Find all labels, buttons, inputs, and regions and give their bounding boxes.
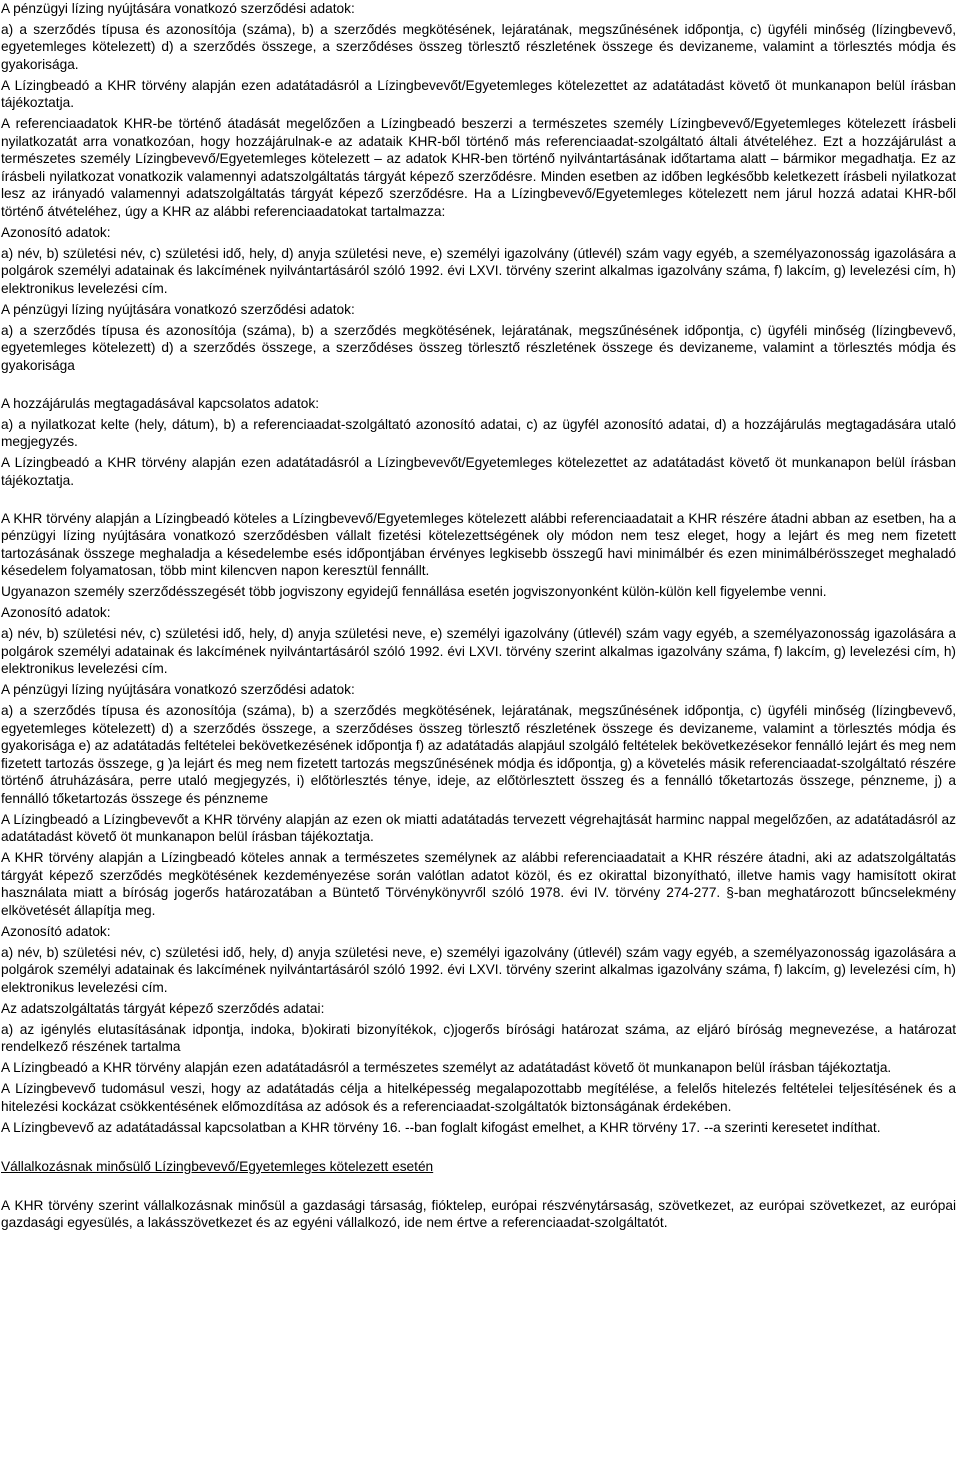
paragraph-notification: A Lízingbeadó a KHR törvény alapján ezen adatátadásról a Lízingbevevőt/Egyetemleges kötelezettet az adatátadást követő öt munkanapon belül írásban tájékoztatja. bbox=[1, 455, 956, 488]
section-heading-refusal-data: A hozzájárulás megtagadásával kapcsolatos adatok: bbox=[1, 395, 320, 411]
section-heading-subject-contract-data: Az adatszolgáltatás tárgyát képező szerződés adatai: bbox=[1, 1000, 325, 1016]
paragraph-subject-contract-data-list: a) az igénylés elutasításának idpontja, indoka, b)okirati bizonyítékok, c)jogerős bírósági határozat száma, az eljáró bíróság megnevezése, a határozat rendelkező részének tartalma bbox=[1, 1021, 956, 1054]
spacer bbox=[1, 1140, 956, 1158]
spacer bbox=[1, 493, 956, 510]
paragraph-business-definition: A KHR törvény szerint vállalkozásnak minősül a gazdasági társaság, fióktelep, európai részvénytársaság, szövetkezet, az európai szövetkezet, az európai gazdasági egyesülés, a lakásszövetkezet és az egyéni vállalkozó, ide nem értve a referenciaadat-szolgáltatót. bbox=[1, 1197, 956, 1230]
paragraph-notification: A Lízingbeadó a KHR törvény alapján ezen adatátadásról a Lízingbevevőt/Egyetemleges kötelezettet az adatátadást követő öt munkanapon belül írásban tájékoztatja. bbox=[1, 77, 956, 110]
paragraph-identification-list: a) név, b) születési név, c) születési idő, hely, d) anyja születési neve, e) személyi igazolvány (útlevél) szám vagy egyéb, a személyazonosság igazolására a polgárok személyi adatainak és lakcímének nyilvántartásáról szóló 1992. évi LXVI. törvény szerint alkalmas igazolvány száma, f) lakcím, g) levelezési cím, h) elektronikus levelezési cím. bbox=[1, 944, 956, 995]
paragraph-identification-list: a) név, b) születési név, c) születési idő, hely, d) anyja születési neve, e) személyi igazolvány (útlevél) szám vagy egyéb, a személyazonosság igazolására a polgárok személyi adatainak és lakcímének nyilvántartásáról szóló 1992. évi LXVI. törvény szerint alkalmas igazolvány száma, f) lakcím, g) levelezési cím, h) elektronikus levelezési cím. bbox=[1, 245, 956, 296]
paragraph-extended-contract-data-list: a) a szerződés típusa és azonosítója (száma), b) a szerződés megkötésének, lejáratának, megszűnésének időpontja, c) ügyféli minőség (lízingbevevő, egyetemleges kötelezett) d) a szerződés összege, a szerződéses összeg törlesztő részletének összege és devizaneme, valamint a törlesztés módja és gyakorisága e) az adatátadás feltételei bekövetkezésének időpontja f) az adatátadás alapjául szolgáló feltételek bekövetkezésekor fennálló lejárt és meg nem fizetett tartozás összege, g )a lejárt és meg nem fizetett tartozás megszűnésének módja és időpontja, g) a követelés másik referenciaadat-szolgáltató részére történő átruházására, perre utaló megjegyzés, i) előtörlesztés ténye, ideje, az előtörlesztett összeg és a fennálló tőketartozás összege, pénzneme, j) a fennálló tőketartozás összege és pénzneme bbox=[1, 703, 956, 806]
paragraph-contract-data-list: a) a szerződés típusa és azonosítója (száma), b) a szerződés megkötésének, lejáratának, megszűnésének időpontja, c) ügyféli minőség (lízingbevevő, egyetemleges kötelezett) d) a szerződés összege, a szerződéses összeg törlesztő részletének összege és devizaneme, valamint a törlesztés módja és gyakorisága bbox=[1, 322, 956, 373]
spacer bbox=[1, 378, 956, 395]
paragraph-default-transfer: A KHR törvény alapján a Lízingbeadó köteles a Lízingbevevő/Egyetemleges kötelezett alábbi referenciaadatait a KHR részére átadni abban az esetben, ha a pénzügyi lízing nyújtására vonatkozó szerződésben vállalt fizetési kötelezettségének oly módon nem tesz eleget, hogy a lejárt és meg nem fizetett tartozásának összege meghaladja a késedelembe esés időpontjában érvényes legkisebb összegű havi minimálbér és ezen minimálbérösszeget meghaladó késedelem folyamatosan, több mint kilencven napon keresztül fennállt. bbox=[1, 510, 956, 578]
paragraph-prior-notification: A Lízingbeadó a Lízingbevevőt a KHR törvény alapján az ezen ok miatti adatátadás tervezett végrehajtását harminc nappal megelőzően, az adatátadásról az adatátadást követő öt munkanapon belül írásban tájékoztatja. bbox=[1, 811, 956, 844]
paragraph-objection-rights: A Lízingbevevő az adatátadással kapcsolatban a KHR törvény 16. --ban foglalt kifogást emelhet, a KHR törvény 17. --a szerinti keresetet indíthat. bbox=[1, 1119, 881, 1135]
paragraph-multiple-contracts: Ugyanazon személy szerződésszegését több jogviszony egyidejű fennállása esetén jogviszonyonként külön-külön kell figyelembe venni. bbox=[1, 584, 827, 599]
paragraph-consent-declaration: A referenciaadatok KHR-be történő átadását megelőzően a Lízingbeadó beszerzi a természetes személy Lízingbevevő/Egyetemleges kötelezett írásbeli nyilatkozatát arra vonatkozóan, hogy hozzájárulnak-e az adataik KHR-ből történő más referenciaadat-szolgáltató általi átvételéhez. Ezt a hozzájárulást a természetes személy Lízingbevevő/Egyetemleges kötelezett – az adatok KHR-ben történő nyilvántartásának időtartama alatt – bármikor megadhatja. Ez az írásbeli nyilatkozat vonatkozik valamennyi adatszolgáltatás tárgyát képező szerződésre. Minden esetben az időben legkésőbb keletkezett írásbeli nyilatkozat lesz az irányadó valamennyi adatszolgáltatás tárgyát képező szerződésre. Ha a Lízingbevevő/Egyetemleges kötelezett nem járul hozzá adatai KHR-ből történő átvételéhez, úgy a KHR az alábbi referenciaadatokat tartalmazza: bbox=[1, 116, 956, 219]
section-heading-leasing-contract-data: A pénzügyi lízing nyújtására vonatkozó szerződési adatok: bbox=[1, 682, 355, 697]
section-heading-identification-data: Azonosító adatok: bbox=[1, 224, 111, 240]
paragraph-identification-list: a) név, b) születési név, c) születési idő, hely, d) anyja születési neve, e) személyi igazolvány (útlevél) szám vagy egyéb, a személyazonosság igazolására a polgárok személyi adatainak és lakcímének nyilvántartásáról szóló 1992. évi LXVI. törvény szerint alkalmas igazolvány száma, f) lakcím, g) levelezési cím, h) elektronikus levelezési cím. bbox=[1, 626, 956, 676]
section-heading-leasing-contract-data: A pénzügyi lízing nyújtására vonatkozó szerződési adatok: bbox=[1, 301, 355, 317]
section-heading-business-lessee: Vállalkozásnak minősülő Lízingbevevő/Egyetemleges kötelezett esetén bbox=[1, 1158, 434, 1174]
section-heading-identification-data: Azonosító adatok: bbox=[1, 923, 111, 939]
spacer bbox=[1, 1179, 956, 1197]
paragraph-natural-person-notification: A Lízingbeadó a KHR törvény alapján ezen adatátadásról a természetes személyt az adatátadást követő öt munkanapon belül írásban tájékoztatja. bbox=[1, 1060, 892, 1075]
paragraph-purpose-of-transfer: A Lízingbevevő tudomásul veszi, hogy az adatátadás célja a hitelképesség megalapozottabb megítélése, a felelős hitelezés feltételei teljesítésének és a hitelezési kockázat csökkentésének előmozdítása az adósok és a referenciaadat-szolgáltatók biztonságának érdekében. bbox=[1, 1081, 956, 1114]
section-heading-identification-data: Azonosító adatok: bbox=[1, 605, 111, 620]
paragraph-false-data-transfer: A KHR törvény alapján a Lízingbeadó köteles annak a természetes személynek az alábbi referenciaadatait a KHR részére átadni, aki az adatszolgáltatás tárgyát képező szerződés megkötésének kezdeményezése során valótlan adatot közöl, és ez okirattal bizonyítható, illetve hamis vagy hamisított okirat használata miatt a bíróság jogerős határozatában a Büntető Törvénykönyvről szóló 1978. évi IV. törvény 274-277. §-ban meghatározott bűncselekmény elkövetését állapítja meg. bbox=[1, 850, 956, 918]
paragraph-refusal-data-list: a) a nyilatkozat kelte (hely, dátum), b) a referenciaadat-szolgáltató azonosító adatai, c) az ügyfél azonosító adatai, d) a hozzájárulás megtagadására utaló megjegyzés. bbox=[1, 416, 956, 449]
section-heading-leasing-contract-data: A pénzügyi lízing nyújtására vonatkozó szerződési adatok: bbox=[1, 1, 355, 16]
paragraph-contract-data-list: a) a szerződés típusa és azonosítója (száma), b) a szerződés megkötésének, lejáratának, megszűnésének időpontja, c) ügyféli minőség (lízingbevevő, egyetemleges kötelezett) d) a szerződés összege, a szerződéses összeg törlesztő részletének összege és devizaneme, valamint a törlesztés módja és gyakorisága. bbox=[1, 21, 956, 72]
